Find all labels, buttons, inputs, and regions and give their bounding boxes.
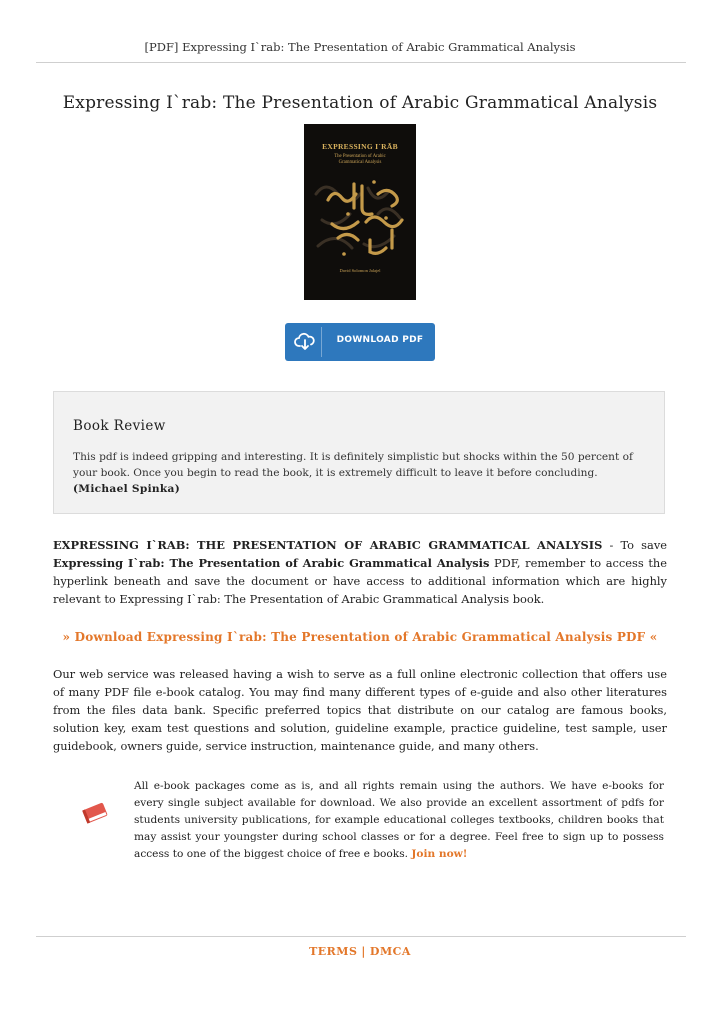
review-heading: Book Review [73,418,166,434]
footer-links [0,945,720,958]
cloud-download-icon [294,331,316,353]
cover-subtitle-line1: The Presentation of Arabic [334,154,386,159]
arabic-calligraphy-art [308,174,412,262]
side-paragraph [134,778,664,863]
intro-paragraph [53,536,667,608]
top-page-title: [PDF] Expressing I`rab: The Presentation of Arabic Grammatical Analysis [144,40,576,54]
dmca-link[interactable]: DMCA [369,945,411,958]
intro-bold-upper-title: EXPRESSING I`RAB: THE PRESENTATION OF ARABIC GRAMMATICAL ANALYSIS [53,538,603,552]
top-divider [36,62,686,63]
download-pdf-label: DOWNLOAD PDF [336,335,424,345]
intro-text-a: - To save [602,538,667,552]
page-title: Expressing I`rab: The Presentation of Arabic Grammatical Analysis [62,93,658,113]
book-icon [80,798,110,828]
download-link[interactable]: » Download Expressing I`rab: The Presentation of Arabic Grammatical Analysis PDF « [62,630,658,644]
review-author: (Michael Spinka) [73,483,181,495]
bottom-divider [36,936,686,937]
body-paragraph: Our web service was released having a wish to serve as a full online electronic collection that offers use of many PDF file e-book catalog. You may find many different types of e-guide and also other literatures from the files data bank. Specific preferred topics that distribute on our catalog are famous books, solution key, exam test questions and solution, guideline example, practice guideline, test sample, user guidebook, owners guide, service instruction, maintenance guide, and many others. [53,667,667,753]
book-review-box [53,391,665,514]
join-now-link[interactable]: Join now! [411,848,468,860]
intro-text-b: PDF, remember to access the hyperlink beneath and save the document or have access to additional information which are highly relevant to Expressing I`rab: The Presentation of Arabic Grammatical Analysis book. [53,556,667,606]
side-paragraph-text: All e-book packages come as is, and all rights remain using the authors. We have e-books for every single subject available for download. We also provide an excellent assortment of pdfs for students university publications, for example educational colleges textbooks, children books that may assist your youngster during school classes or for a degree. Feel free to sign up to possess access to one of the biggest choice of free e books. [134,780,664,860]
cover-title: EXPRESSING I`RĀB [322,142,398,151]
review-text: This pdf is indeed gripping and interesting. It is definitely simplistic but shocks within the 50 percent of your book. Once you begin to read the book, it is extremely difficult to leave it before concluding. [73,451,633,479]
book-cover [304,124,416,300]
cover-author: David Solomon Jalajel [339,268,381,273]
footer-separator: | [361,945,366,958]
intro-bold-title: Expressing I`rab: The Presentation of Arabic Grammatical Analysis [53,556,490,570]
button-separator [321,327,322,357]
terms-link[interactable]: TERMS [309,945,358,958]
cover-subtitle-line2: Grammatical Analysis [338,160,382,165]
cover-subtitle [304,154,416,166]
download-pdf-button[interactable] [285,323,435,361]
